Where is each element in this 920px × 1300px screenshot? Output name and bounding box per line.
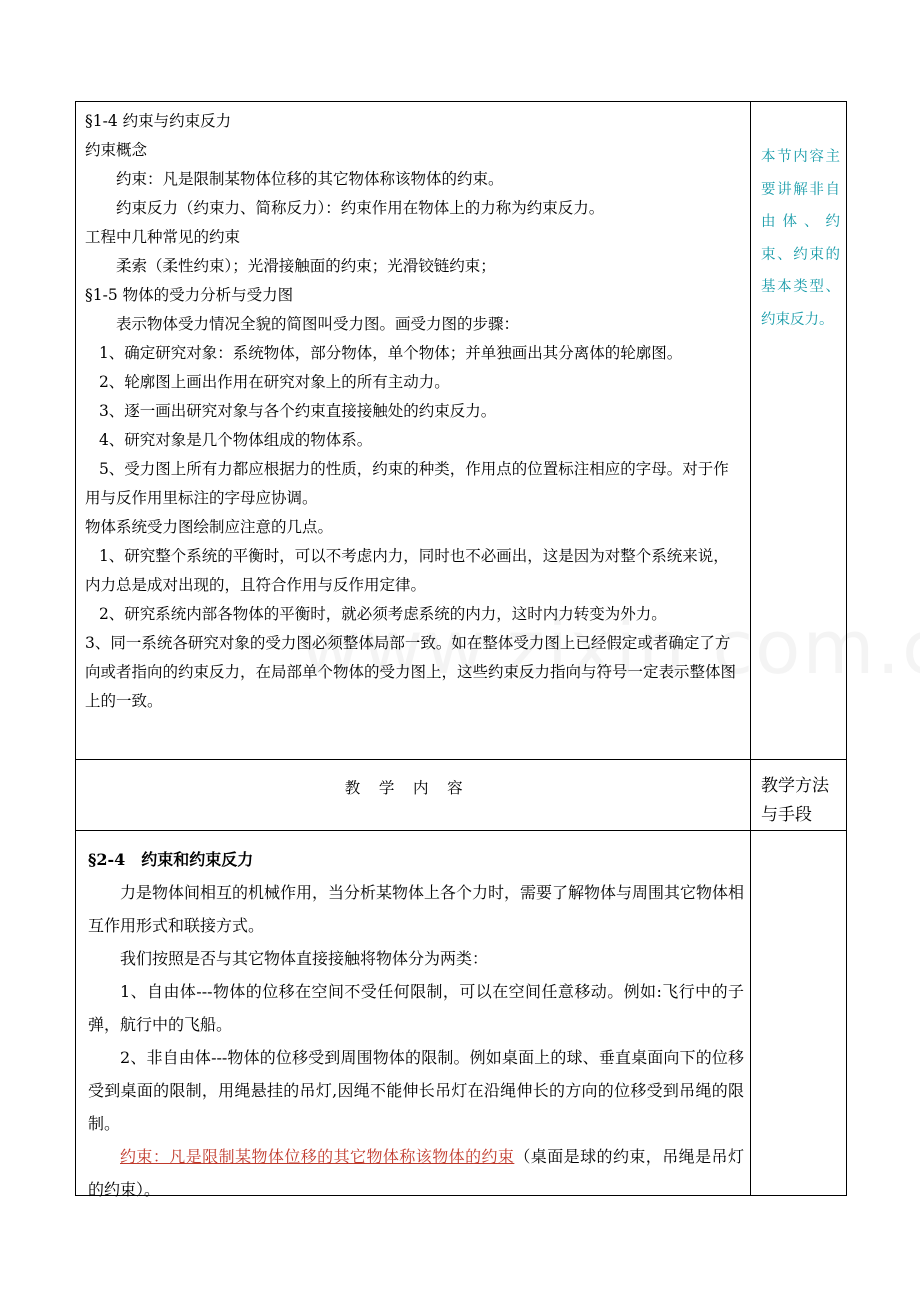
content-cell	[76, 831, 751, 1199]
content-header-label: 教学内容	[344, 779, 482, 797]
step-item: 2、轮廓图上画出作用在研究对象上的所有主动力。	[98, 373, 450, 391]
section-title: §2-4 约束和约束反力	[88, 850, 254, 869]
highlighted-definition: 约束：凡是限制某物体位移的其它物体称该物体的约束	[120, 1147, 515, 1166]
table-header-row	[76, 760, 847, 831]
step-item: 4、研究对象是几个物体组成的物体系。	[98, 431, 373, 449]
side-note-cell	[751, 102, 847, 760]
constraint-definition: 约束：凡是限制某物体位移的其它物体称该物体的约束。	[116, 170, 504, 188]
intro-text: 表示物体受力情况全貌的简图叫受力图。画受力图的步骤：	[116, 315, 520, 333]
content-cell	[76, 102, 751, 760]
table-row	[76, 102, 847, 760]
method-header-label: 教学方法与手段	[761, 776, 829, 825]
method-cell	[751, 831, 847, 1196]
step-item: 5、受力图上所有力都应根据力的性质，约束的种类，作用点的位置标注相应的字母。对于作用与反作用里标注的字母应协调。	[85, 460, 729, 507]
reaction-definition: 约束反力（约束力、简称反力）：约束作用在物体上的力称为约束反力。	[116, 199, 605, 217]
paragraph: 2、非自由体---物体的位移受到周围物体的限制。例如桌面上的球、垂直桌面向下的位移受到桌面的限制，用绳悬挂的吊灯,因绳不能伸长吊灯在沿绳伸长的方向的位移受到吊绳的限制。	[88, 1048, 744, 1133]
paragraph: 我们按照是否与其它物体直接接触将物体分为两类：	[120, 949, 489, 968]
side-note: 本节内容主要讲解非自由体、约束、约束的基本类型、约束反力。	[761, 149, 840, 328]
paragraph: 力是物体间相互的机械作用，当分析某物体上各个力时，需要了解物体与周围其它物体相互作用形式和联接方式。	[88, 883, 745, 935]
notes-heading: 物体系统受力图绘制应注意的几点。	[85, 518, 334, 536]
method-header-cell	[751, 760, 847, 831]
paragraph: 1、自由体---物体的位移在空间不受任何限制，可以在空间任意移动。例如:飞行中的子弹，航行中的飞船。	[88, 982, 744, 1034]
paragraph	[88, 1140, 744, 1206]
section-title: §1-5 物体的受力分析与受力图	[85, 286, 294, 304]
definition-example: （桌面是球的约束，吊绳是吊灯的约束）。	[88, 1147, 744, 1199]
table-row	[76, 831, 847, 1196]
content-header-cell	[76, 760, 751, 831]
note-item: 2、研究系统内部各物体的平衡时，就必须考虑系统的内力，这时内力转变为外力。	[98, 605, 667, 623]
note-item: 3、同一系统各研究对象的受力图必须整体局部一致。如在整体受力图上已经假定或者确定了方向或者指向的约束反力，在局部单个物体的受力图上，这些约束反力指向与符号一定表示整体图上的一致。	[85, 634, 737, 710]
common-constraints-list: 柔索（柔性约束）；光滑接触面的约束；光滑铰链约束；	[116, 257, 496, 275]
section-title: §1-4 约束与约束反力	[85, 112, 232, 130]
concept-heading: 约束概念	[85, 141, 148, 159]
lesson-table	[75, 101, 847, 1199]
step-item: 1、确定研究对象：系统物体，部分物体，单个物体；并单独画出其分离体的轮廓图。	[98, 344, 683, 362]
step-item: 3、逐一画出研究对象与各个约束直接接触处的约束反力。	[98, 402, 497, 420]
common-constraints-heading: 工程中几种常见的约束	[85, 228, 241, 246]
note-item: 1、研究整个系统的平衡时，可以不考虑内力，同时也不必画出，这是因为对整个系统来说，内力总是成对出现的，且符合作用与反作用定律。	[85, 547, 729, 594]
